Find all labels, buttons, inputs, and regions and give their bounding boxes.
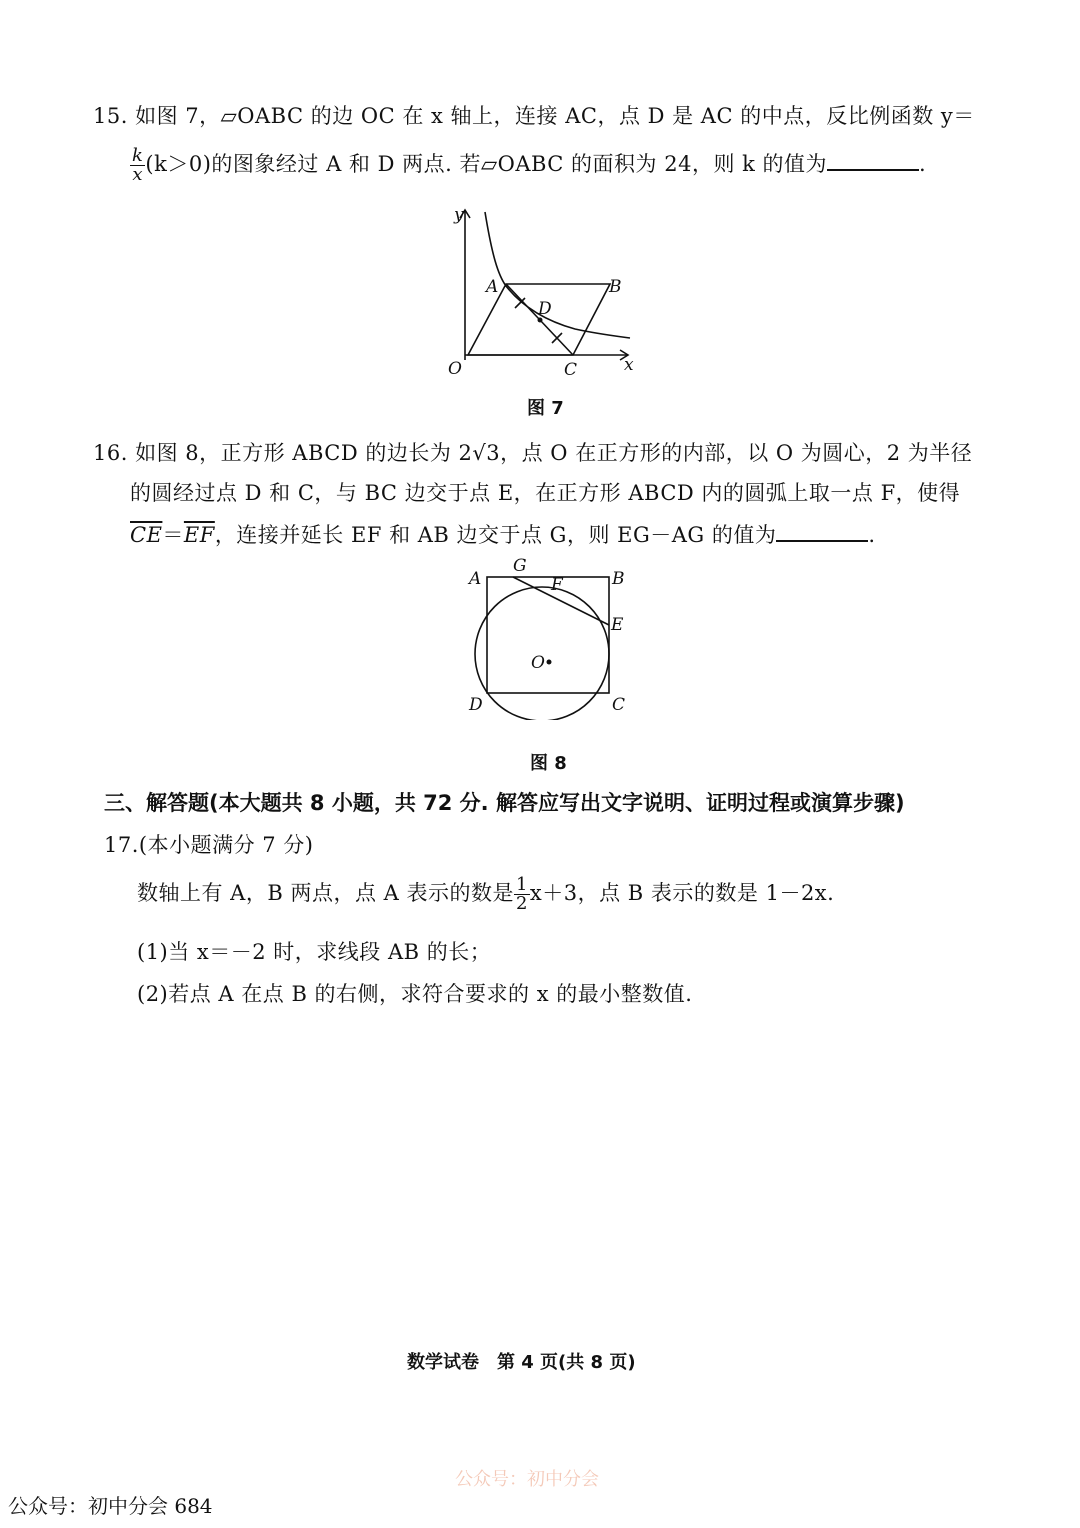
q16-answer-blank [776, 520, 868, 542]
label-x: x [624, 355, 634, 375]
q16-line-2: 的圆经过点 D 和 C，与 BC 边交于点 E，在正方形 ABCD 内的圆弧上取一点 F，使得 [130, 481, 961, 505]
q16-equals: ＝ [162, 523, 184, 547]
q16-arc-ef: $\overline{EF}$ [183, 523, 215, 547]
center-o-dot [547, 660, 552, 665]
label-f: F [551, 575, 563, 595]
q17-fraction-denominator: 2 [515, 893, 528, 914]
label-a: A [469, 569, 482, 589]
q17-part-1: (1)当 x＝－2 时，求线段 AB 的长； [137, 940, 492, 964]
q17-stem [137, 876, 834, 913]
q16-arc-ce: $\overline{CE}$ [130, 523, 163, 547]
q15-fraction-numerator: k [132, 145, 144, 166]
q17-stem-a: 数轴上有 A，B 两点，点 A 表示的数是 [137, 881, 514, 905]
q17-fraction-numerator: 1 [515, 874, 528, 895]
q17-fraction [514, 876, 530, 913]
label-g: G [513, 556, 527, 576]
figure-8-caption: 图 8 [530, 753, 567, 774]
source-credit: 公众号：初中分会 684 [8, 1494, 213, 1518]
figure-8 [465, 555, 635, 720]
label-o: O [531, 653, 545, 673]
figure-7 [440, 200, 650, 390]
q15-fraction-denominator: x [132, 164, 144, 185]
label-b: B [612, 569, 625, 589]
watermark: 公众号：初中分会 [455, 1469, 599, 1490]
q16-line-1: 16. 如图 8，正方形 ABCD 的边长为 2√3，点 O 在正方形的内部，以 O 为圆心，2 为半径 [93, 441, 973, 465]
page-footer: 数学试卷 第 4 页(共 8 页) [407, 1352, 636, 1373]
q15-answer-blank [827, 149, 919, 171]
section-3-heading: 三、解答题(本大题共 8 小题，共 72 分. 解答应写出文字说明、证明过程或演算步骤) [104, 791, 905, 815]
label-d: D [469, 695, 483, 715]
label-o: O [448, 359, 462, 379]
figure-7-caption: 图 7 [527, 398, 564, 419]
q17-title: 17.(本小题满分 7 分) [104, 833, 314, 857]
q15-line-2-end: . [919, 152, 927, 176]
q15-line-2-text: (k＞0)的图象经过 A 和 D 两点. 若▱OABC 的面积为 24，则 k 的值为 [145, 152, 828, 176]
label-c: C [564, 360, 578, 380]
label-e: E [611, 615, 624, 635]
label-c: C [612, 695, 626, 715]
q17-part-2: (2)若点 A 在点 B 的右侧，求符合要求的 x 的最小整数值. [137, 982, 693, 1006]
label-y: y [454, 205, 464, 225]
q17-stem-b: x＋3，点 B 表示的数是 1－2x. [529, 881, 835, 905]
q16-line-3-text: ，连接并延长 EF 和 AB 边交于点 G，则 EG－AG 的值为 [214, 523, 777, 547]
q15-fraction [130, 147, 145, 184]
q16-line-3 [130, 519, 876, 549]
q15-line-2 [130, 147, 926, 184]
q16-line-3-end: . [868, 523, 876, 547]
hyperbola-curve [485, 212, 630, 338]
label-b: B [609, 277, 622, 297]
label-d: D [538, 299, 552, 319]
label-a: A [486, 277, 499, 297]
q15-line-1: 15. 如图 7，▱OABC 的边 OC 在 x 轴上，连接 AC，点 D 是 AC 的中点，反比例函数 y＝ [93, 104, 975, 128]
